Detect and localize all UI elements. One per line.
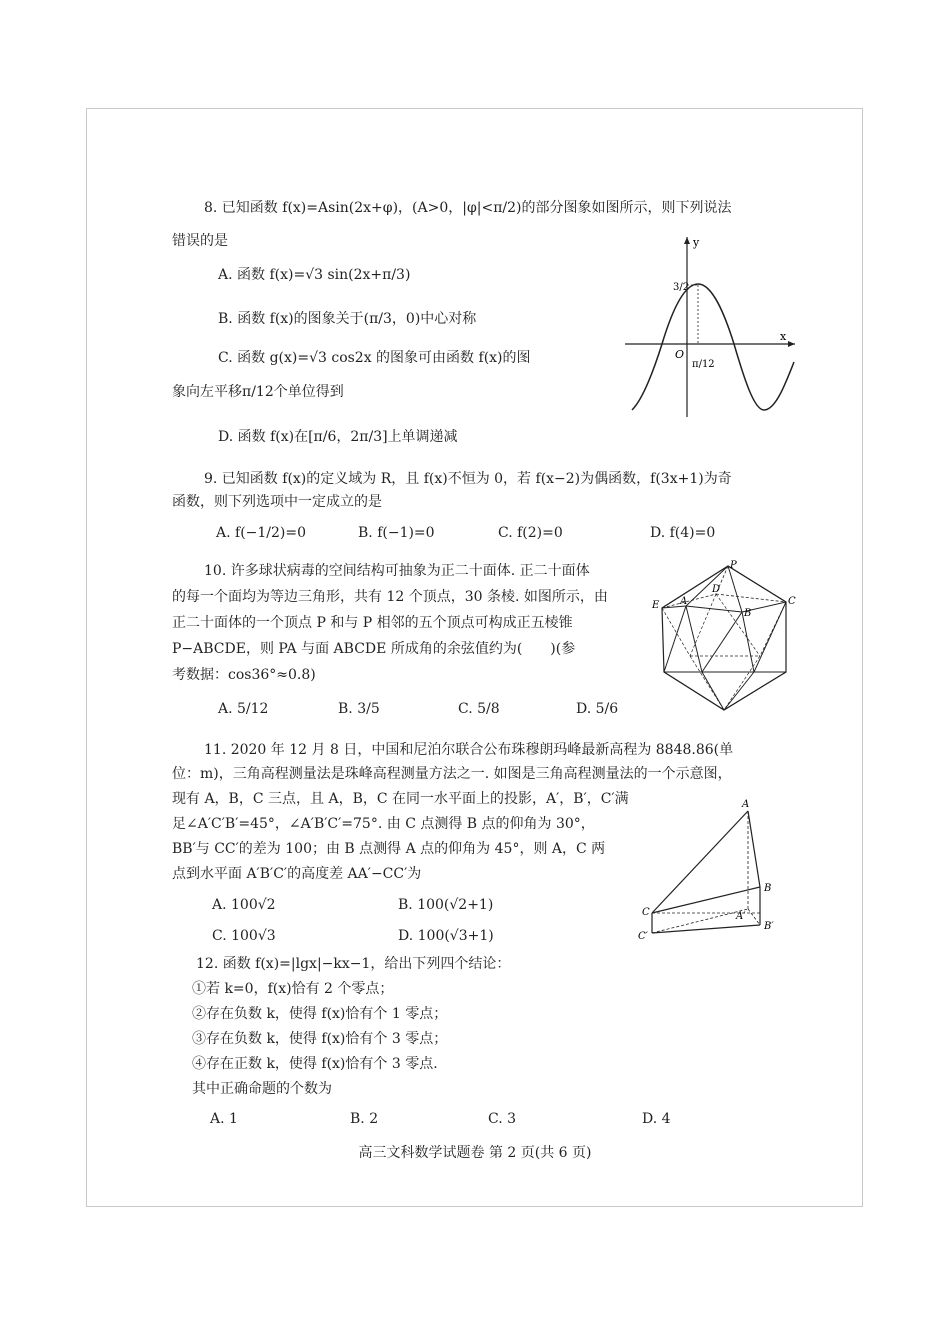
q11-option-b: B. 100(√2+1) [398, 897, 494, 913]
q10-option-d: D. 5/6 [576, 701, 619, 717]
q12-option-b: B. 2 [350, 1111, 379, 1127]
q10-label-d: D [712, 584, 721, 595]
q8-option-c: C. 函数 g(x)=√3 cos2x 的图象可由函数 f(x)的图 [218, 350, 531, 366]
q11-label-a-prime: A′ [736, 911, 746, 922]
q12-statement-2: ②存在负数 k，使得 f(x)恰有个 1 零点； [192, 1006, 448, 1022]
q11-line-6: 点到水平面 A′B′C′的高度差 AA′−CC′为 [172, 866, 422, 882]
q8-origin-label: O [675, 348, 685, 361]
q11-option-c: C. 100√3 [212, 928, 276, 944]
q9-option-a: A. f(−1/2)=0 [216, 525, 307, 541]
q10-line-3: 正二十面体的一个顶点 P 和与 P 相邻的五个顶点可构成正五棱锥 [172, 615, 573, 631]
q11-line-4: 足∠A′C′B′=45°，∠A′B′C′=75°. 由 C 点测得 B 点的仰角为 30°， [172, 816, 595, 832]
q8-peak-label: 3/2 [673, 282, 690, 293]
q11-line-2: 位：m)，三角高程测量法是珠峰高程测量方法之一. 如图是三角高程测量法的一个示意图， [172, 766, 732, 782]
q8-stem: 8. 已知函数 f(x)=Asin(2x+φ)，(A>0，|φ|<π/2)的部分图象如图所示，则下列说法 [204, 200, 732, 216]
q11-label-b-prime: B′ [764, 921, 774, 932]
q9-stem: 9. 已知函数 f(x)的定义域为 R，且 f(x)不恒为 0，若 f(x−2)为偶函数，f(3x+1)为奇 [204, 471, 732, 487]
q12-stem: 12. 函数 f(x)=|lgx|−kx−1，给出下列四个结论： [196, 956, 511, 972]
q8-option-c-cont: 象向左平移π/12个单位得到 [172, 384, 344, 400]
q11-label-b: B [764, 883, 772, 894]
q12-statement-3: ③存在负数 k，使得 f(x)恰有个 3 零点； [192, 1031, 448, 1047]
q10-line-5: 考数据：cos36°≈0.8) [172, 667, 316, 683]
q10-option-b: B. 3/5 [338, 701, 380, 717]
q11-label-a: A [742, 799, 750, 810]
q8-option-a: A. 函数 f(x)=√3 sin(2x+π/3) [218, 267, 411, 283]
q9-stem-cont: 函数，则下列选项中一定成立的是 [172, 494, 382, 510]
q8-sine-graph [620, 232, 800, 422]
q12-statement-4: ④存在正数 k，使得 f(x)恰有个 3 零点. [192, 1056, 438, 1072]
q8-option-d: D. 函数 f(x)在[π/6，2π/3]上单调递减 [218, 429, 458, 445]
q12-option-d: D. 4 [642, 1111, 671, 1127]
q9-option-b: B. f(−1)=0 [358, 525, 435, 541]
q10-label-b: B [744, 608, 752, 619]
q10-line-4: P−ABCDE，则 PA 与面 ABCDE 所成角的余弦值约为( )(参 [172, 641, 576, 657]
q9-option-d: D. f(4)=0 [650, 525, 716, 541]
page-footer: 高三文科数学试题卷 第 2 页(共 6 页) [358, 1145, 592, 1161]
q10-option-c: C. 5/8 [458, 701, 500, 717]
q10-label-e: E [652, 600, 660, 611]
q12-question: 其中正确命题的个数为 [192, 1081, 332, 1097]
q8-stem-cont: 错误的是 [172, 233, 228, 249]
q11-label-c-prime: C′ [638, 931, 648, 942]
q8-option-b: B. 函数 f(x)的图象关于(π/3，0)中心对称 [218, 311, 477, 327]
q10-option-a: A. 5/12 [218, 701, 269, 717]
q8-x-tick-label: π/12 [692, 359, 715, 370]
q8-x-axis-label: x [780, 330, 787, 343]
q10-label-a: A [680, 596, 688, 607]
q11-option-a: A. 100√2 [212, 897, 276, 913]
q10-label-p: P [730, 560, 737, 571]
q11-line-3: 现有 A，B，C 三点，且 A，B，C 在同一水平面上的投影，A′，B′，C′满 [172, 791, 629, 807]
q8-y-axis-label: y [693, 236, 700, 249]
q12-option-a: A. 1 [210, 1111, 238, 1127]
q10-label-c: C [788, 596, 796, 607]
q11-label-c: C [642, 907, 650, 918]
q12-option-c: C. 3 [488, 1111, 517, 1127]
q10-line-2: 的每一个面均为等边三角形，共有 12 个顶点，30 条棱. 如图所示，由 [172, 589, 608, 605]
q11-triangulation-figure [630, 795, 790, 945]
q10-line-1: 10. 许多球状病毒的空间结构可抽象为正二十面体. 正二十面体 [204, 563, 590, 579]
q11-line-1: 11. 2020 年 12 月 8 日，中国和尼泊尔联合公布珠穆朗玛峰最新高程为 8848.86(单 [204, 742, 734, 758]
q10-icosahedron-figure [650, 560, 800, 720]
q11-option-d: D. 100(√3+1) [398, 928, 494, 944]
q9-option-c: C. f(2)=0 [498, 525, 563, 541]
q11-line-5: BB′与 CC′的差为 100；由 B 点测得 A 点的仰角为 45°，则 A，C 两 [172, 841, 606, 857]
q12-statement-1: ①若 k=0，f(x)恰有 2 个零点； [192, 981, 394, 997]
